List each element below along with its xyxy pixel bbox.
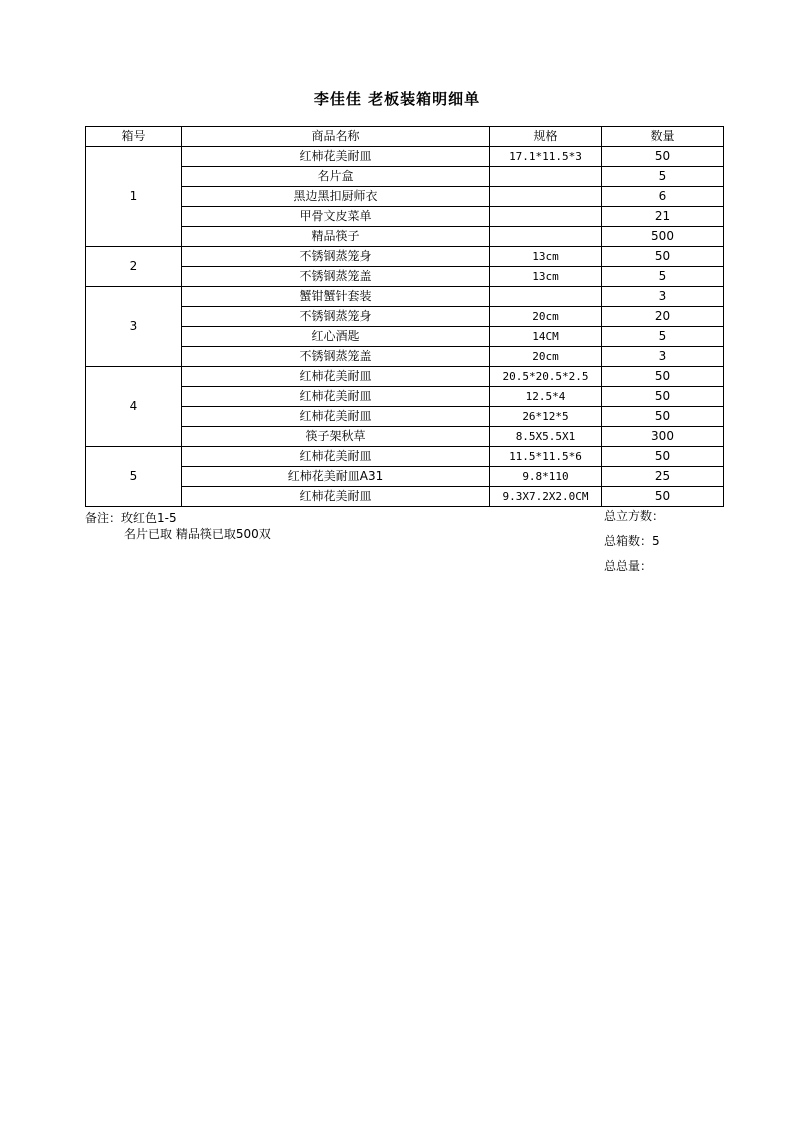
quantity-cell: 25 [602, 467, 724, 487]
quantity-cell: 5 [602, 267, 724, 287]
table-row [86, 227, 724, 247]
table-row [86, 327, 724, 347]
remarks [85, 510, 271, 542]
box-number-cell: 3 [86, 287, 182, 367]
spec-cell: 12.5*4 [490, 387, 602, 407]
page-title: 李佳佳 老板装箱明细单 [313, 90, 481, 108]
spec-cell: 9.3X7.2X2.0CM [490, 487, 602, 507]
total-weight: 总总量： [604, 559, 653, 573]
spec-cell: 17.1*11.5*3 [490, 147, 602, 167]
product-name-cell: 筷子架秋草 [182, 427, 490, 447]
spec-cell: 20.5*20.5*2.5 [490, 367, 602, 387]
product-name-cell: 红柿花美耐皿 [182, 387, 490, 407]
quantity-cell: 50 [602, 487, 724, 507]
table-row [86, 187, 724, 207]
table-row [86, 147, 724, 167]
table-row [86, 207, 724, 227]
box-number-cell: 1 [86, 147, 182, 247]
table-row [86, 467, 724, 487]
product-name-cell: 不锈钢蒸笼盖 [182, 347, 490, 367]
table-row [86, 347, 724, 367]
table-row [86, 307, 724, 327]
quantity-cell: 50 [602, 247, 724, 267]
remarks-line-1: 备注：玫红色1-5 [85, 511, 177, 525]
quantity-cell: 300 [602, 427, 724, 447]
box-number-cell: 4 [86, 367, 182, 447]
table-row [86, 267, 724, 287]
spec-cell: 20cm [490, 307, 602, 327]
table-row [86, 407, 724, 427]
product-name-cell: 红柿花美耐皿 [182, 487, 490, 507]
table-row [86, 427, 724, 447]
spec-cell [490, 167, 602, 187]
total-boxes: 总箱数：5 [604, 534, 660, 548]
quantity-cell: 50 [602, 147, 724, 167]
table-row [86, 387, 724, 407]
total-volume: 总立方数： [604, 509, 665, 523]
table-row [86, 367, 724, 387]
spec-cell: 13cm [490, 247, 602, 267]
table-header-row [86, 127, 724, 147]
product-name-cell: 红心酒匙 [182, 327, 490, 347]
product-name-cell: 不锈钢蒸笼身 [182, 307, 490, 327]
product-name-cell: 红柿花美耐皿 [182, 407, 490, 427]
quantity-cell: 50 [602, 447, 724, 467]
product-name-cell: 甲骨文皮菜单 [182, 207, 490, 227]
quantity-cell: 50 [602, 367, 724, 387]
product-name-cell: 黑边黑扣厨师衣 [182, 187, 490, 207]
spec-cell [490, 287, 602, 307]
box-number-cell: 2 [86, 247, 182, 287]
quantity-cell: 3 [602, 287, 724, 307]
spec-cell: 20cm [490, 347, 602, 367]
header-box-no: 箱号 [86, 127, 182, 147]
table-row [86, 247, 724, 267]
spec-cell: 13cm [490, 267, 602, 287]
product-name-cell: 名片盒 [182, 167, 490, 187]
spec-cell: 14CM [490, 327, 602, 347]
product-name-cell: 不锈钢蒸笼盖 [182, 267, 490, 287]
table-row [86, 167, 724, 187]
table-row [86, 487, 724, 507]
table-row [86, 447, 724, 467]
quantity-cell: 6 [602, 187, 724, 207]
box-number-cell: 5 [86, 447, 182, 507]
table-row [86, 287, 724, 307]
product-name-cell: 蟹钳蟹针套装 [182, 287, 490, 307]
product-name-cell: 红柿花美耐皿 [182, 367, 490, 387]
spec-cell: 26*12*5 [490, 407, 602, 427]
quantity-cell: 500 [602, 227, 724, 247]
header-spec: 规格 [490, 127, 602, 147]
spec-cell [490, 227, 602, 247]
product-name-cell: 红柿花美耐皿A31 [182, 467, 490, 487]
spec-cell [490, 187, 602, 207]
spec-cell: 9.8*110 [490, 467, 602, 487]
quantity-cell: 50 [602, 407, 724, 427]
spec-cell: 11.5*11.5*6 [490, 447, 602, 467]
header-product-name: 商品名称 [182, 127, 490, 147]
product-name-cell: 红柿花美耐皿 [182, 447, 490, 467]
spec-cell [490, 207, 602, 227]
remarks-line-2: 名片已取 精品筷已取500双 [124, 527, 271, 541]
quantity-cell: 50 [602, 387, 724, 407]
quantity-cell: 21 [602, 207, 724, 227]
table-body [86, 147, 724, 507]
product-name-cell: 红柿花美耐皿 [182, 147, 490, 167]
quantity-cell: 5 [602, 167, 724, 187]
quantity-cell: 20 [602, 307, 724, 327]
packing-list-table [85, 126, 724, 507]
quantity-cell: 5 [602, 327, 724, 347]
quantity-cell: 3 [602, 347, 724, 367]
product-name-cell: 不锈钢蒸笼身 [182, 247, 490, 267]
product-name-cell: 精品筷子 [182, 227, 490, 247]
header-quantity: 数量 [602, 127, 724, 147]
spec-cell: 8.5X5.5X1 [490, 427, 602, 447]
summary [604, 508, 664, 583]
